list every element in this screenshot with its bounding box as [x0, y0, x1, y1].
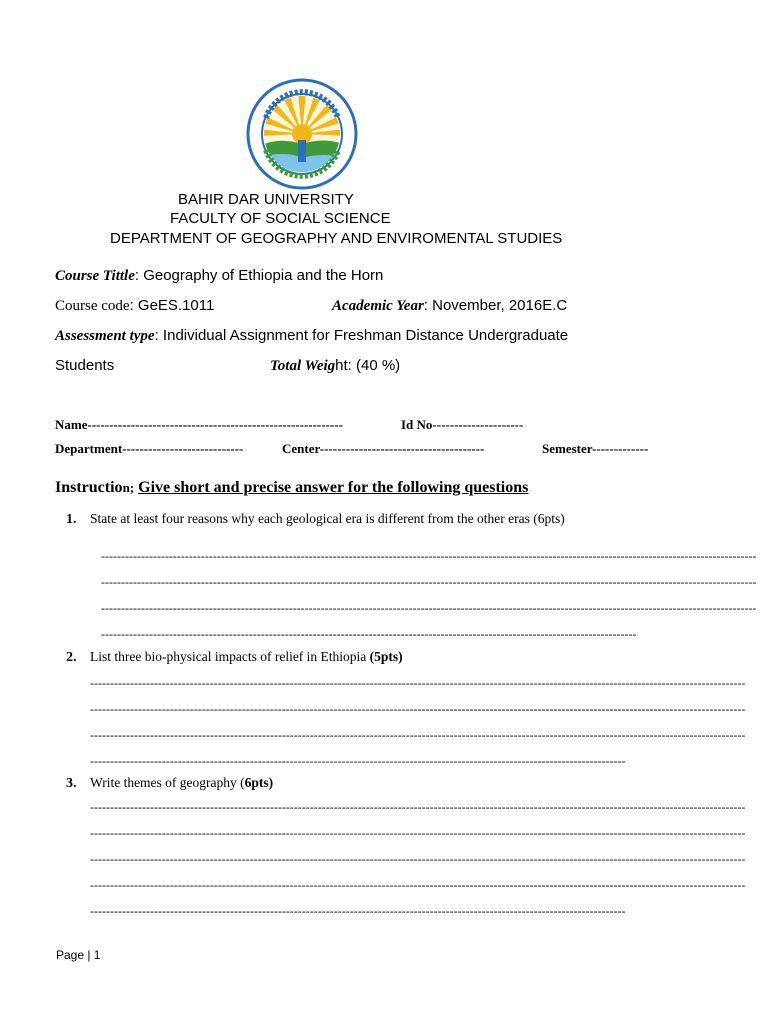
- question-number: 1.: [66, 512, 77, 527]
- university-logo: [246, 78, 358, 190]
- page-number: Page | 1: [56, 948, 101, 962]
- id-no-field[interactable]: Id No---------------------: [401, 417, 524, 432]
- academic-year-label: Academic Year: [332, 298, 424, 314]
- university-name: BAHIR DAR UNIVERSITY: [178, 191, 354, 208]
- answer-line[interactable]: --------------------------------------------------------------------------------------------------------------------------------------------------------------------: [90, 878, 746, 892]
- answer-line[interactable]: --------------------------------------------------------------------------------------------------------------------------------------------------------------------: [101, 601, 757, 615]
- answer-line[interactable]: --------------------------------------------------------------------------------------------------------------------------------------: [90, 754, 626, 768]
- answer-line[interactable]: --------------------------------------------------------------------------------------------------------------------------------------------------------------------: [90, 702, 746, 716]
- instruction-text: Give short and precise answer for the following questions: [138, 479, 529, 496]
- instruction-heading: [55, 479, 528, 497]
- answer-area-3[interactable]: [90, 794, 746, 924]
- total-weight-value: ht: (40 %): [335, 357, 401, 374]
- department-name: DEPARTMENT OF GEOGRAPHY AND ENVIROMENTAL STUDIES: [110, 230, 563, 247]
- name-field[interactable]: Name-----------------------------------------------------------: [55, 417, 343, 432]
- total-weight-label: Total Weig: [270, 358, 336, 374]
- question-text: State at least four reasons why each geological era is different from the other eras (6pts): [90, 511, 565, 526]
- course-code-value: : GeES.1011: [129, 297, 215, 314]
- faculty-name: FACULTY OF SOCIAL SCIENCE: [170, 210, 391, 227]
- answer-line[interactable]: --------------------------------------------------------------------------------------------------------------------------------------------------------------------: [90, 676, 746, 690]
- answer-line[interactable]: --------------------------------------------------------------------------------------------------------------------------------------------------------------------: [90, 852, 746, 866]
- course-code-label: Course code: [55, 298, 130, 314]
- center-field[interactable]: Center--------------------------------------: [282, 441, 485, 456]
- academic-year-value: : November, 2016E.C: [423, 297, 568, 314]
- answer-line[interactable]: --------------------------------------------------------------------------------------------------------------------------------------------------------------------: [90, 826, 746, 840]
- assessment-row: [55, 327, 568, 345]
- answer-line[interactable]: --------------------------------------------------------------------------------------------------------------------------------------------------------------------: [101, 549, 757, 563]
- answer-area-2[interactable]: [90, 670, 746, 774]
- answer-line[interactable]: --------------------------------------------------------------------------------------------------------------------------------------------------------------------: [90, 728, 746, 742]
- question-points: (5pts): [369, 649, 403, 664]
- answer-line[interactable]: --------------------------------------------------------------------------------------------------------------------------------------------------------------------: [101, 575, 757, 589]
- academic-year-row: [332, 297, 567, 315]
- instruction-label: Instructio: [55, 479, 123, 496]
- question-number: 2.: [66, 650, 77, 665]
- question-number: 3.: [66, 776, 77, 791]
- question-2: [66, 649, 403, 666]
- course-title-label: Course Tittle: [55, 268, 135, 284]
- assessment-label: Assessment type: [55, 328, 155, 344]
- course-code-row: [55, 297, 214, 315]
- logo-emblem-icon: [246, 78, 358, 190]
- course-title-value: : Geography of Ethiopia and the Horn: [134, 267, 384, 284]
- course-title-row: [55, 267, 383, 285]
- answer-area-1[interactable]: [101, 543, 757, 647]
- instruction-label-end: n;: [122, 480, 135, 495]
- question-1: [66, 511, 565, 528]
- answer-line[interactable]: --------------------------------------------------------------------------------------------------------------------------------------------------------------------: [90, 800, 746, 814]
- question-text: List three bio-physical impacts of relief in Ethiopia: [90, 649, 370, 664]
- answer-line[interactable]: --------------------------------------------------------------------------------------------------------------------------------------: [101, 627, 637, 641]
- assessment-continuation: Students: [55, 357, 115, 374]
- answer-line[interactable]: --------------------------------------------------------------------------------------------------------------------------------------: [90, 904, 626, 918]
- question-text: Write themes of geography (: [90, 775, 245, 790]
- department-field[interactable]: Department----------------------------: [55, 441, 244, 456]
- total-weight-row: [270, 357, 400, 375]
- question-3: [66, 775, 273, 792]
- question-points: 6pts): [244, 775, 274, 790]
- semester-field[interactable]: Semester-------------: [542, 441, 649, 456]
- assessment-value: : Individual Assignment for Freshman Distance Undergraduate: [154, 327, 569, 344]
